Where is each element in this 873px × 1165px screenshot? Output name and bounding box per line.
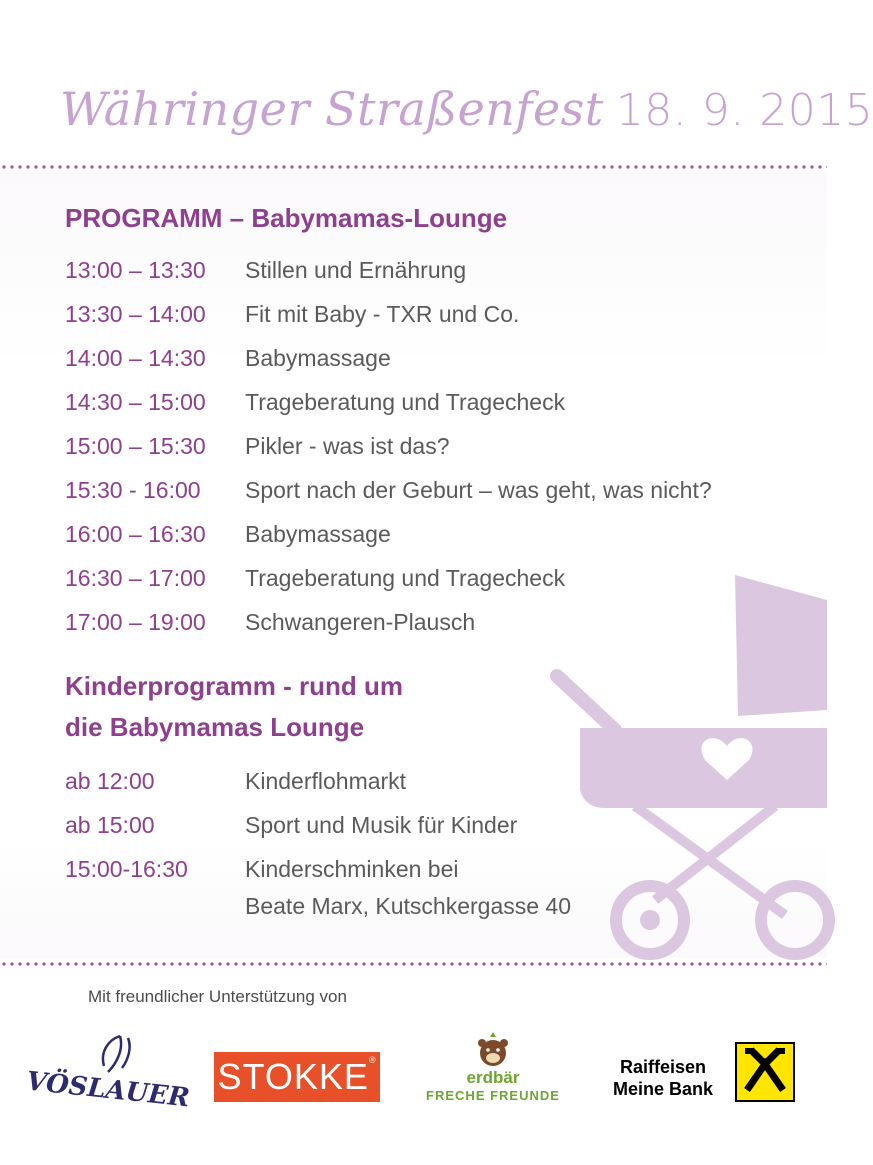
erdbaer-subtext: FRECHE FREUNDE (426, 1088, 560, 1103)
bear-icon (473, 1030, 513, 1070)
stokke-trademark: ® (368, 1055, 377, 1065)
row-time: 15:00 – 15:30 (65, 433, 206, 459)
row-time: 14:30 – 15:00 (65, 389, 206, 415)
kinder-heading-line2: die Babymamas Lounge (65, 712, 365, 742)
row-label: Kinderflohmarkt (245, 768, 407, 794)
event-name: Währinger Straßenfest (60, 82, 604, 136)
dotted-divider-bottom (0, 962, 827, 966)
row-label: Stillen und Ernährung (245, 257, 467, 283)
row-label: Pikler - was ist das? (245, 433, 450, 459)
raiffeisen-gable-icon (735, 1042, 795, 1102)
row-label: Kinderschminken bei (245, 856, 459, 882)
voeslauer-text: VÖSLAUER (25, 1066, 191, 1114)
row-time: ab 12:00 (65, 768, 155, 794)
stokke-logo (214, 1052, 380, 1102)
page-title (60, 82, 873, 136)
row-label: Sport nach der Geburt – was geht, was nicht? (245, 477, 712, 503)
voeslauer-logo (25, 1030, 191, 1114)
row-time: 16:30 – 17:00 (65, 565, 206, 591)
stroller-illustration (545, 570, 827, 970)
row-time: 15:30 - 16:00 (65, 477, 201, 503)
row-label: Beate Marx, Kutschkergasse 40 (245, 893, 571, 919)
raiffeisen-line1: Raiffeisen (619, 1057, 707, 1077)
row-time: 16:00 – 16:30 (65, 521, 206, 547)
support-text: Mit freundlicher Unterstützung von (88, 987, 347, 1006)
row-time: 14:00 – 14:30 (65, 345, 206, 371)
row-time: 13:30 – 14:00 (65, 301, 206, 327)
raiffeisen-logo (597, 1040, 797, 1104)
stokke-text: STOKKE (217, 1056, 369, 1097)
erdbaer-text: erdbär (466, 1068, 520, 1087)
row-label: Sport und Musik für Kinder (245, 812, 518, 838)
kinder-heading-line1: Kinderprogramm - rund um (65, 671, 404, 701)
row-label: Trageberatung und Tragecheck (245, 389, 566, 415)
raiffeisen-line2: Meine Bank (612, 1079, 714, 1099)
row-label: Fit mit Baby - TXR und Co. (245, 301, 520, 327)
dotted-divider-top (0, 165, 827, 169)
row-label: Babymassage (245, 345, 391, 371)
row-time: 13:00 – 13:30 (65, 257, 206, 283)
row-time: ab 15:00 (65, 812, 155, 838)
row-time: 17:00 – 19:00 (65, 609, 206, 635)
erdbaer-logo (413, 1030, 573, 1106)
programm-heading: PROGRAMM – Babymamas-Lounge (65, 203, 508, 233)
row-label: Schwangeren-Plausch (245, 609, 476, 635)
raiffeisen-text (597, 1056, 729, 1100)
row-label: Babymassage (245, 521, 391, 547)
row-time: 15:00-16:30 (65, 856, 188, 882)
event-date: 18. 9. 2015 (615, 85, 873, 136)
row-label: Trageberatung und Tragecheck (245, 565, 566, 591)
